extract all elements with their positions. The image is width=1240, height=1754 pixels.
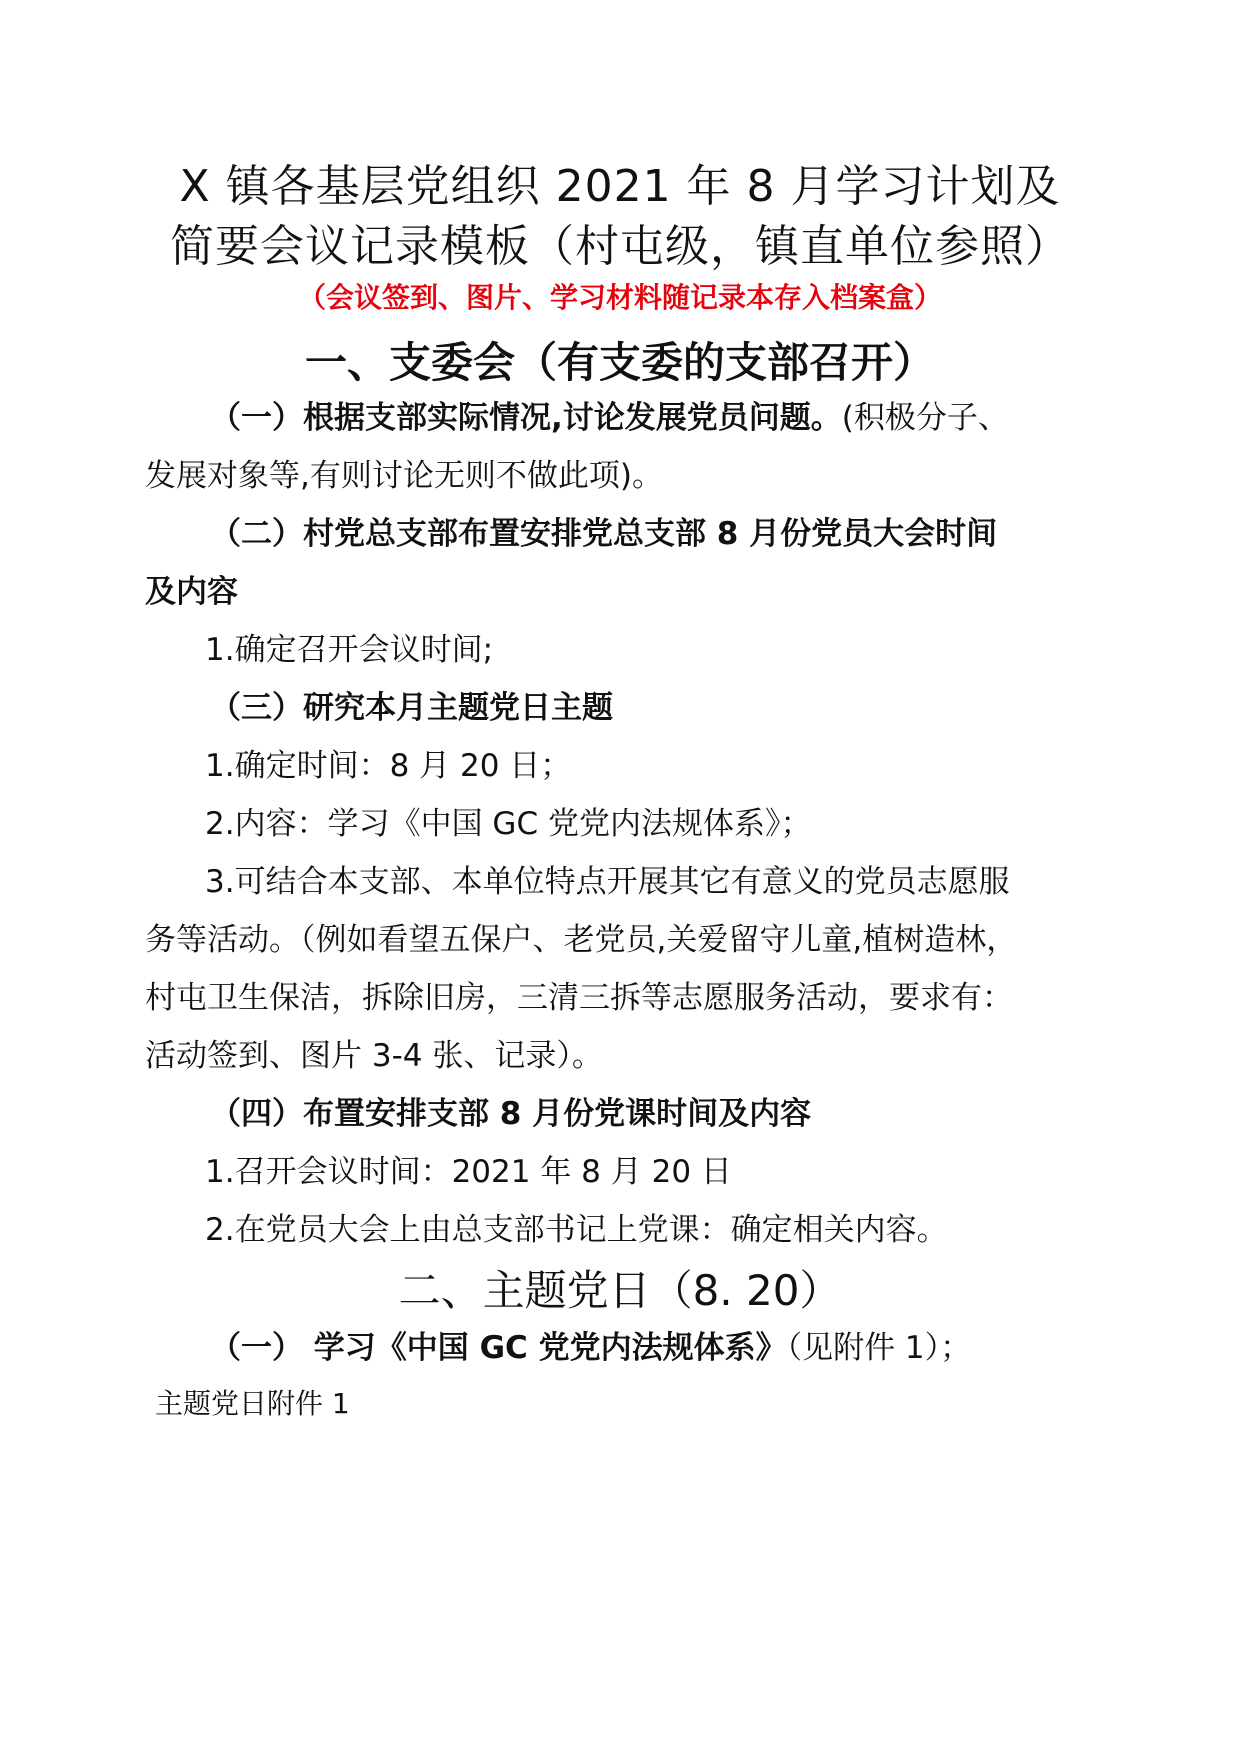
section1-item3-point2: 2.内容：学习《中国 GC 党党内法规体系》； <box>205 806 812 842</box>
section2-attachment: 主题党日附件 1 <box>155 1387 350 1420</box>
doc-title-line2: 简要会议记录模板（村屯级，镇直单位参照） <box>170 221 1070 272</box>
section2-heading: 二、主题党日（8. 20） <box>398 1266 842 1315</box>
section1-item2-line2: 及内容 <box>145 574 238 610</box>
doc-note: （会议签到、图片、学习材料随记录本存入档案盒） <box>297 281 942 314</box>
section1-item2-line1: （二）村党总支部布置安排党总支部 8 月份党员大会时间 <box>210 516 998 552</box>
section1-item3-point3-line4: 活动签到、图片 3-4 张、记录）。 <box>145 1038 603 1074</box>
section1-item4-point1: 1.召开会议时间：2021 年 8 月 20 日 <box>205 1154 732 1190</box>
section2-item1 <box>210 1322 971 1367</box>
section1-item4-point2: 2.在党员大会上由总支部书记上党课：确定相关内容。 <box>205 1212 948 1248</box>
section1-item1-cont: 发展对象等,有则讨论无则不做此项)。 <box>145 458 663 494</box>
section1-item3-point1: 1.确定时间：8 月 20 日； <box>205 748 572 784</box>
section1-item3-point3-line1: 3.可结合本支部、本单位特点开展其它有意义的党员志愿服 <box>205 864 1010 900</box>
section1-item1-rest: (积极分子、 <box>841 400 1009 436</box>
section1-item3-heading: （三）研究本月主题党日主题 <box>210 690 613 726</box>
section1-item2-point1: 1.确定召开会议时间; <box>205 632 494 668</box>
section1-item1-bold: （一）根据支部实际情况,讨论发展党员问题。 <box>210 400 842 436</box>
section1-item3-point3-line3: 村屯卫生保洁，拆除旧房，三清三拆等志愿服务活动，要求有： <box>145 980 1013 1016</box>
section2-item1-rest: （见附件 1）； <box>786 1330 972 1366</box>
section2-item1-bold: （一） 学习《中国 GC 党党内法规体系》 <box>210 1330 787 1366</box>
section1-item1 <box>210 392 1009 437</box>
section1-heading: 一、支委会（有支委的支部召开） <box>304 338 935 387</box>
doc-title-line1: X 镇各基层党组织 2021 年 8 月学习计划及 <box>179 161 1061 212</box>
section1-item4-heading: （四）布置安排支部 8 月份党课时间及内容 <box>210 1096 812 1132</box>
section1-item3-point3-line2: 务等活动。（例如看望五保户、老党员,关爱留守儿童,植树造林， <box>145 922 1018 958</box>
